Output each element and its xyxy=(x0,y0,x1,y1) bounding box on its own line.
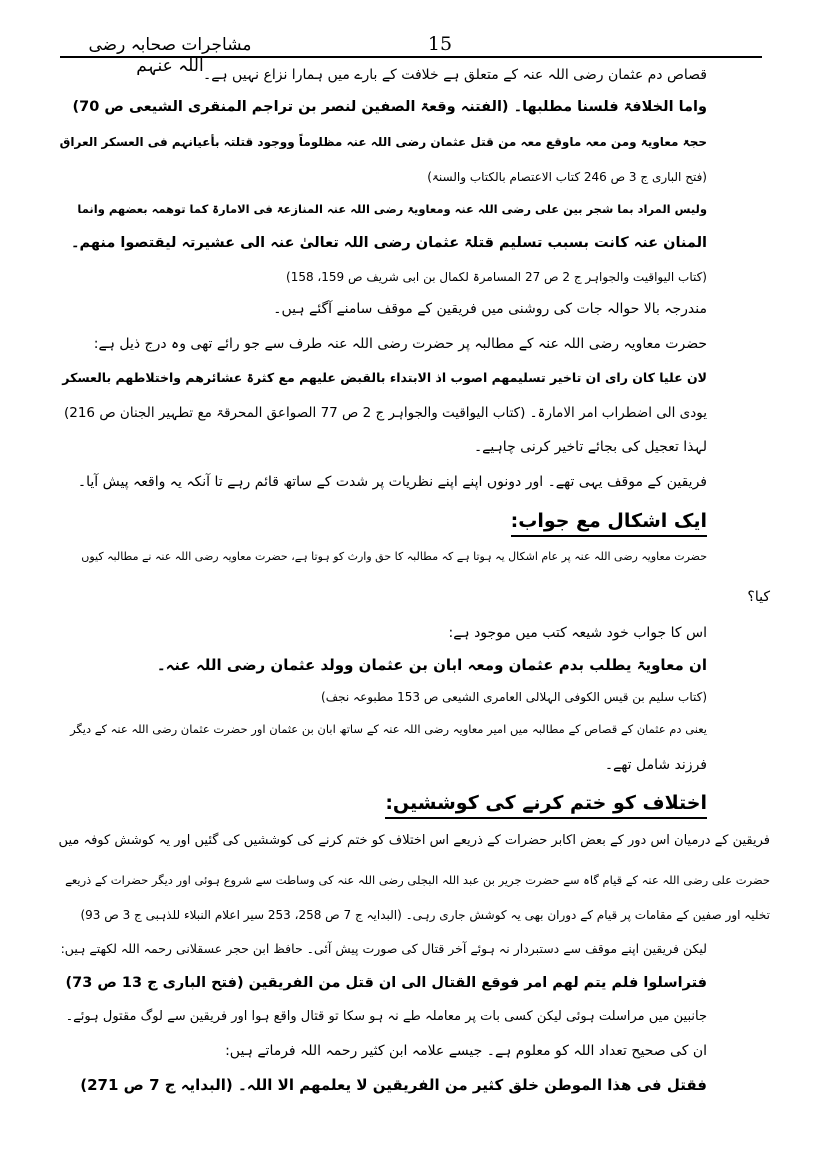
text-line: لہذا تعجیل کی بجائے تاخیر کرنی چاہیے۔ xyxy=(473,439,707,455)
arabic-quote: ان معاویۃ یطلب بدم عثمان ومعہ ابان بن عثمان وولد عثمان رضی اللہ عنہ۔ xyxy=(156,656,707,674)
running-header-title: مشاجرات صحابہ رضی اللہ عنہم xyxy=(88,35,252,76)
text-line: یودی الی اضطراب امر الامارۃ۔ (کتاب الیواقیت والجواہر ج 2 ص 77 الصواعق المحرقۃ مع تطہیر الجنان ص 216) xyxy=(63,405,707,421)
text-line: فریقین کے درمیان اس دور کے بعض اکابر حضرات کے ذریعے اس اختلاف کو ختم کرنے کی کوششیں کی گئیں اور یہ کوشش کوفہ میں xyxy=(58,833,770,848)
text-line: حضرت معاویہ رضی اللہ عنہ کے مطالبہ پر حضرت رضی اللہ عنہ طرف سے جو رائے تھی وہ درج ذیل ہے: xyxy=(93,336,707,352)
section-heading: ایک اشکال مع جواب: xyxy=(511,508,707,537)
citation: (کتاب الیواقیت والجواہر ج 2 ص 27 المسامرۃ لکمال بن ابی شریف ص 159، 158) xyxy=(286,270,707,284)
arabic-quote: فتراسلوا فلم یتم لھم امر فوقع القتال الی ان قتل من الفریقین (فتح الباری ج 13 ص 73) xyxy=(65,975,707,991)
text-line: اس کا جواب خود شیعہ کتب میں موجود ہے: xyxy=(448,625,707,641)
citation: (فتح الباری ج 3 ص 246 کتاب الاعتصام بالکتاب والسنۃ) xyxy=(427,170,707,184)
arabic-quote: لان علیا کان رای ان تاخیر تسلیمھم اصوب اذ الابتداء بالقبض علیھم مع کثرۃ عشائرھم واختلاطھم بالعسکر xyxy=(62,370,707,385)
section-heading: اختلاف کو ختم کرنے کی کوششیں: xyxy=(385,790,707,819)
text-line: حضرت علی رضی اللہ عنہ کے قیام گاہ سے حضرت جریر بن عبد اللہ البجلی رضی اللہ عنہ کی وساطت سے شروع ہوئی اور دیگر حضرات کے ذریعے xyxy=(65,873,770,887)
text-line: ان کی صحیح تعداد اللہ کو معلوم ہے۔ جیسے علامہ ابن کثیر رحمہ اللہ فرماتے ہیں: xyxy=(225,1043,707,1059)
text-line: مندرجہ بالا حوالہ جات کی روشنی میں فریقین کے موقف سامنے آگئے ہیں۔ xyxy=(273,301,707,317)
text-line: تخلیہ اور صفین کے مقامات پر قیام کے دوران بھی یہ کوشش جاری رہی۔ (البدایہ ج 7 ص 258، 253 سیر اعلام النبلاء للذہبی ج 3 ص 93) xyxy=(80,908,770,922)
arabic-quote: واما الخلافۃ فلسنا مطلبھا۔ (الفتنہ وقعۃ الصفین لنصر بن تراجم المنقری الشیعی ص 70) xyxy=(72,99,707,115)
arabic-quote: المنان عنہ کانت بسبب تسلیم قتلۃ عثمان رضی اللہ تعالیٰ عنہ الی عشیرتہ لیقتصوا منھم۔ xyxy=(70,235,707,251)
text-line: قصاص دم عثمان رضی اللہ عنہ کے متعلق ہے خلافت کے بارے میں ہمارا نزاع نہیں ہے۔ xyxy=(203,67,707,83)
text-line: حضرت معاویہ رضی اللہ عنہ پر عام اشکال یہ ہوتا ہے کہ مطالبہ کا حق وارث کو ہوتا ہے، حضرت معاویہ رضی اللہ عنہ نے مطالبہ کیوں xyxy=(81,550,707,563)
text-line: لیکن فریقین اپنے موقف سے دستبردار نہ ہوئے آخر قتال کی صورت پیش آئی۔ حافظ ابن حجر عسقلانی رحمہ اللہ لکھتے ہیں: xyxy=(60,941,707,956)
text-line: کیا؟ xyxy=(747,589,770,605)
text-line: فرزند شامل تھے۔ xyxy=(604,757,707,773)
arabic-quote: فقتل فی ھذا الموطن خلق کثیر من الفریقین لا یعلمھم الا اللہ۔ (البدایہ ج 7 ص 271) xyxy=(80,1076,707,1094)
text-line: فریقین کے موقف یہی تھے۔ اور دونوں اپنے اپنے نظریات پر شدت کے ساتھ قائم رہے تا آنکہ یہ واقعہ پیش آیا۔ xyxy=(77,474,707,490)
arabic-quote: ولیس المراد بما شجر بین علی رضی اللہ عنہ ومعاویۃ رضی اللہ عنہ المنازعۃ فی الامارۃ کما توھمہ بعضھم وانما xyxy=(77,202,707,216)
text-line: یعنی دم عثمان کے قصاص کے مطالبہ میں امیر معاویہ رضی اللہ عنہ کے ساتھ ابان بن عثمان اور حضرت عثمان رضی اللہ عنہ کے دیگر xyxy=(70,722,707,736)
header-rule xyxy=(60,56,762,58)
page-number: 15 xyxy=(427,33,453,55)
citation: (کتاب سلیم بن قیس الکوفی الہلالی العامری الشیعی ص 153 مطبوعہ نجف) xyxy=(321,690,707,704)
arabic-quote: حجۃ معاویۃ ومن معہ ماوقع معہ من قتل عثمان رضی اللہ عنہ مظلوماً ووجود قتلتہ بأعیانہم فی العسکر العراق xyxy=(59,135,707,149)
text-line: جانبین میں مراسلت ہوئی لیکن کسی بات پر معاملہ طے نہ ہو سکا تو قتال واقع ہوا اور فریقین سے لوگ مقتول ہوئے۔ xyxy=(65,1009,707,1024)
